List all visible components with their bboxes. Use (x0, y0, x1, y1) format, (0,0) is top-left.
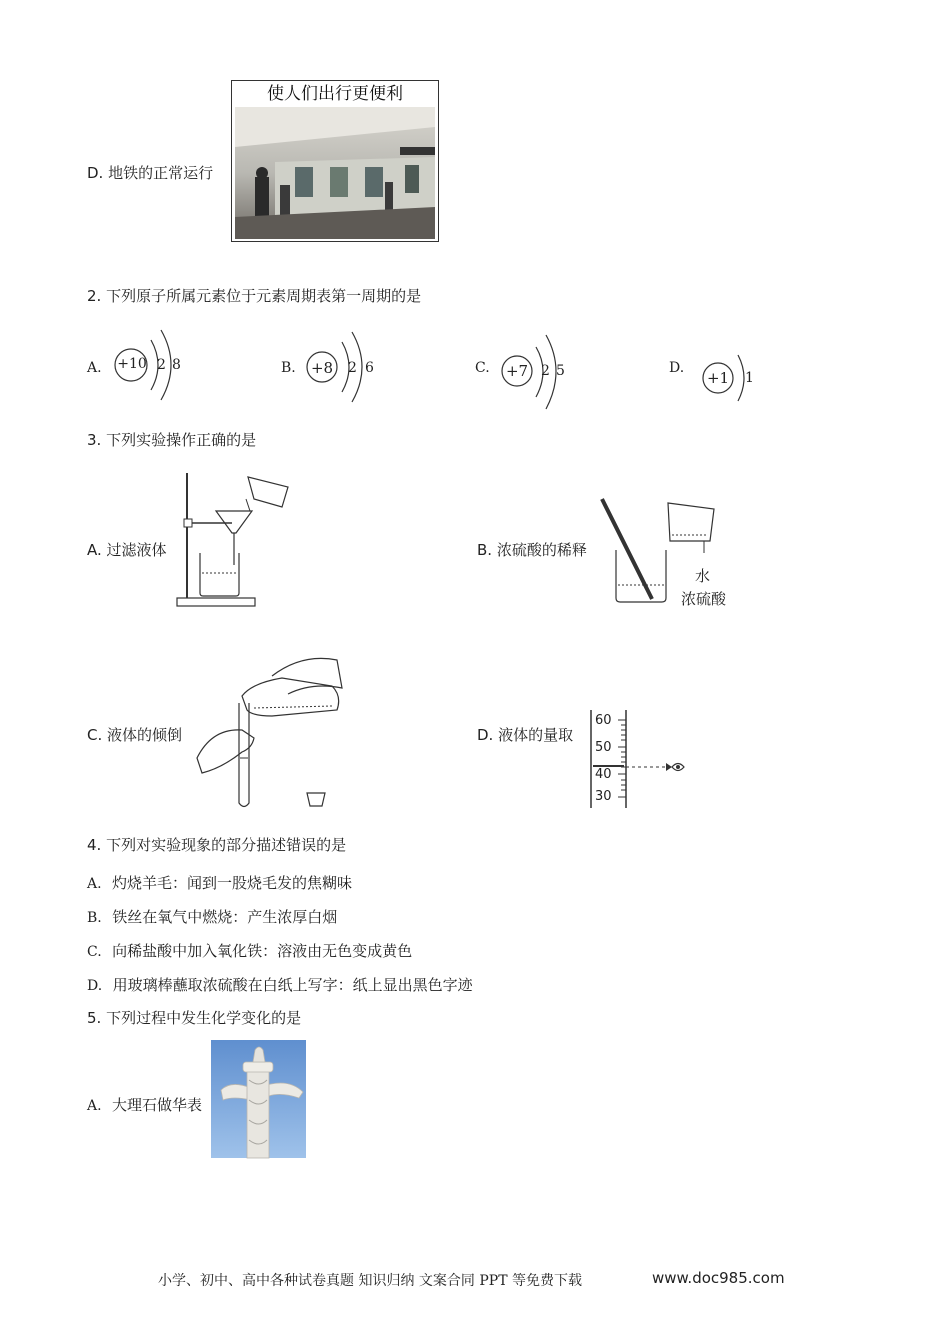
footer-url[interactable]: www.doc985.com (652, 1269, 785, 1287)
option-text: 铁丝在氧气中燃烧：产生浓厚白烟 (112, 908, 338, 926)
q3-option-d (477, 725, 573, 745)
option-label: B. (477, 541, 493, 559)
question-text: 下列过程中发生化学变化的是 (106, 1009, 302, 1027)
option-label: B. (87, 910, 102, 926)
question-number: 2. (87, 287, 102, 305)
q1-option-d (87, 163, 213, 183)
option-text: 液体的量取 (498, 726, 574, 744)
question-number: 5. (87, 1009, 102, 1027)
q2-option-a-label: A. (87, 360, 102, 376)
option-text: 浓硫酸的稀释 (496, 541, 587, 559)
pouring-liquid-diagram (192, 648, 352, 813)
q5-stem (87, 1008, 301, 1028)
tick-50: 50 (595, 740, 612, 755)
q4-option-a (87, 872, 352, 893)
option-label: C. (87, 726, 103, 744)
option-text: 大理石做华表 (112, 1096, 203, 1114)
option-label: A. (87, 876, 102, 892)
q2-option-d-label: D. (669, 360, 685, 376)
shell-electrons-b-2: 6 (365, 360, 374, 376)
huabiao-photo (211, 1040, 306, 1158)
shell-electrons-b-1: 2 (348, 360, 357, 376)
nucleus-charge-b: +8 (310, 359, 334, 377)
question-text: 下列原子所属元素位于元素周期表第一周期的是 (106, 287, 422, 305)
nucleus-charge-a: +10 (117, 356, 147, 372)
q4-option-c (87, 940, 412, 961)
q2-stem (87, 286, 421, 306)
option-text: 过滤液体 (106, 541, 167, 559)
question-text: 下列实验操作正确的是 (106, 431, 257, 449)
option-label: D. (87, 978, 103, 994)
option-label: A. (87, 1098, 102, 1114)
tick-40: 40 (595, 767, 612, 782)
q3-stem (87, 430, 256, 450)
shell-electrons-c-2: 5 (556, 363, 565, 379)
filtration-apparatus (172, 465, 302, 610)
tick-30: 30 (595, 789, 612, 804)
question-number: 4. (87, 836, 102, 854)
q5-option-a (87, 1094, 202, 1115)
option-text: 地铁的正常运行 (108, 164, 214, 182)
q2-option-b-label: B. (281, 360, 296, 376)
q4-option-d (87, 974, 473, 995)
question-number: 3. (87, 431, 102, 449)
nucleus-charge-c: +7 (505, 362, 529, 380)
q3-option-c (87, 725, 182, 745)
q2-option-c-label: C. (475, 360, 490, 376)
shell-electrons-a-2: 8 (172, 357, 181, 373)
option-text: 向稀盐酸中加入氧化铁：溶液由无色变成黄色 (112, 942, 413, 960)
shell-electrons-a-1: 2 (157, 357, 166, 373)
footer-text: 小学、初中、高中各种试卷真题 知识归纳 文案合同 PPT 等免费下载 (158, 1273, 582, 1289)
nucleus-charge-d: +1 (706, 369, 730, 387)
option-text: 灼烧羊毛：闻到一股烧毛发的焦糊味 (112, 874, 353, 892)
photo-caption: 使人们出行更便利 (267, 84, 403, 104)
option-text: 液体的倾倒 (107, 726, 183, 744)
subway-image (235, 107, 435, 239)
option-text: 用玻璃棒蘸取浓硫酸在白纸上写字：纸上显出黑色字迹 (112, 976, 473, 994)
question-text: 下列对实验现象的部分描述错误的是 (106, 836, 347, 854)
q4-option-b (87, 906, 337, 927)
shell-electrons-c-1: 2 (541, 363, 550, 379)
tick-60: 60 (595, 713, 612, 728)
q3-option-b (477, 540, 587, 560)
shell-electrons-d-1: 1 (745, 370, 754, 386)
option-label: A. (87, 541, 102, 559)
option-label: D. (477, 726, 494, 744)
q4-stem (87, 835, 346, 855)
option-label: C. (87, 944, 102, 960)
subway-photo (231, 80, 439, 242)
q3-option-a (87, 540, 167, 560)
label-conc-sulfuric-acid: 浓硫酸 (681, 590, 727, 608)
option-label: D. (87, 164, 104, 182)
label-water: 水 (695, 567, 711, 585)
